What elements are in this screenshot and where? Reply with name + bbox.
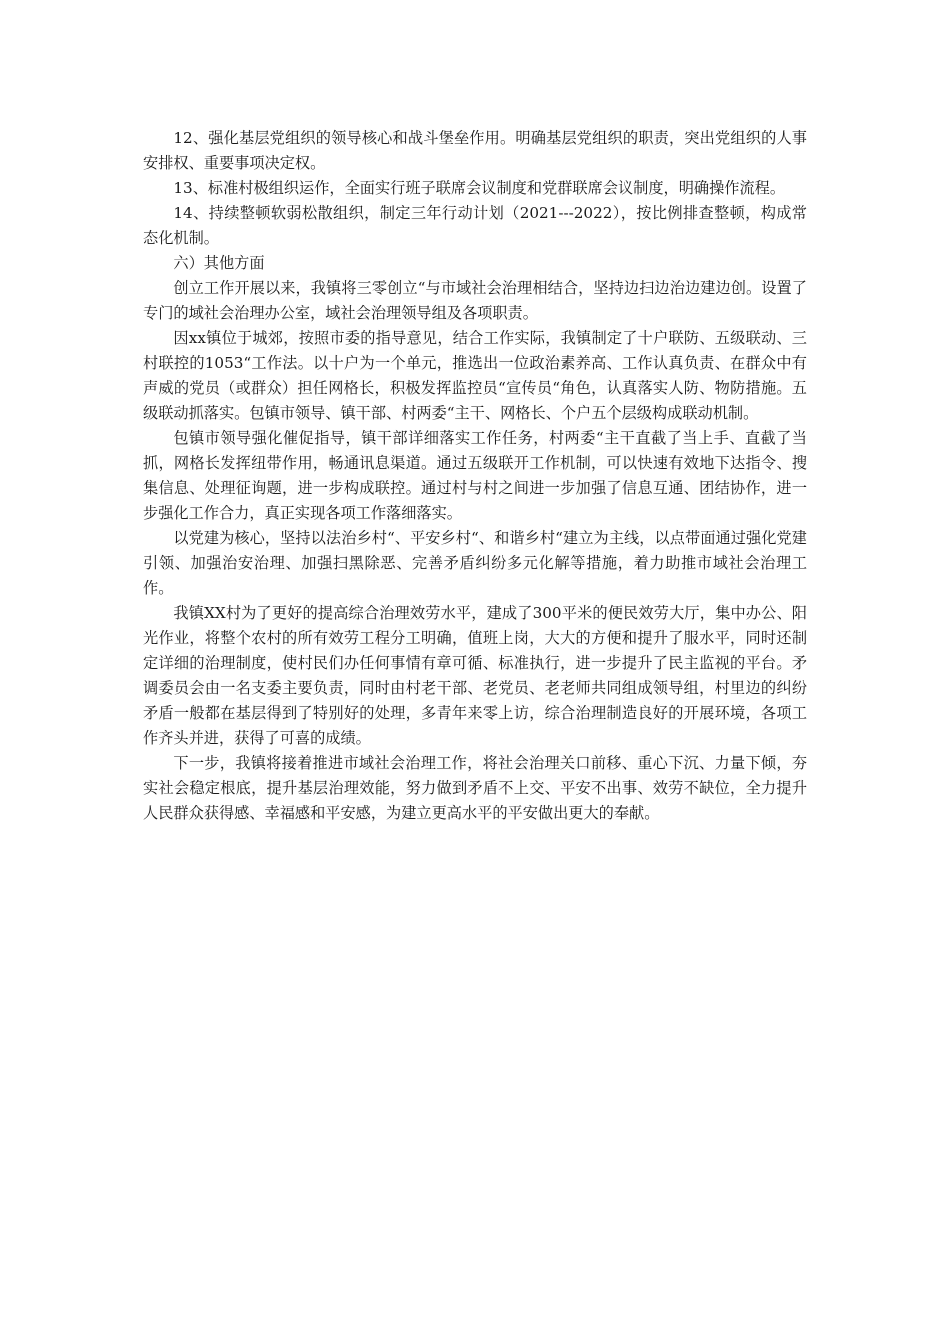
paragraph-1053-method: 因xx镇位于城郊，按照市委的指导意见，结合工作实际，我镇制定了十户联防、五级联动、三村联控的1053“工作法。以十户为一个单元，推选出一位政治素养高、工作认真负责、在群众中有声威的党员（或群众）担任网格长，积极发挥监控员“宣传员“角色，认真落实人防、物防措施。五级联动抓落实。包镇市领导、镇干部、村两委“主干、网格长、个户五个层级构成联动机制。 <box>143 329 807 422</box>
paragraph-item-13: 13、标准村极组织运作，全面实行班子联席会议制度和党群联席会议制度，明确操作流程。 <box>173 179 786 197</box>
paragraph-creation: 创立工作开展以来，我镇将三零创立“与市域社会治理相结合，坚持边扫边治边建边创。设置了专门的域社会治理办公室，域社会治理领导组及各项职责。 <box>143 279 807 322</box>
paragraph-party-building: 以党建为核心，坚持以法治乡村“、平安乡村“、和谐乡村“建立为主线，以点带面通过强化党建引领、加强治安治理、加强扫黑除恶、完善矛盾纠纷多元化解等措施，着力助推市域社会治理工作。 <box>143 529 807 597</box>
document-body <box>143 126 807 826</box>
paragraph-item-12: 12、强化基层党组织的领导核心和战斗堡垒作用。明确基层党组织的职责，突出党组织的人事安排权、重要事项决定权。 <box>143 129 807 172</box>
paragraph-supervision: 包镇市领导强化催促指导，镇干部详细落实工作任务，村两委“主干直截了当上手、直截了当抓，网格长发挥纽带作用，畅通讯息渠道。通过五级联开工作机制，可以快速有效地下达指令、搜集信息、处理征询题，进一步构成联控。通过村与村之间进一步加强了信息互通、团结协作，进一步强化工作合力，真正实现各项工作落细落实。 <box>143 429 807 522</box>
section-heading-other: 六）其他方面 <box>173 254 265 272</box>
paragraph-next-step: 下一步，我镇将接着推进市域社会治理工作，将社会治理关口前移、重心下沉、力量下倾，夯实社会稳定根底，提升基层治理效能，努力做到矛盾不上交、平安不出事、效劳不缺位，全力提升人民群众获得感、幸福感和平安感，为建立更高水平的平安做出更大的奉献。 <box>143 754 807 822</box>
paragraph-item-14: 14、持续整顿软弱松散组织，制定三年行动计划（2021---2022），按比例排查整顿，构成常态化机制。 <box>143 204 807 247</box>
paragraph-service-hall: 我镇XX村为了更好的提高综合治理效劳水平，建成了300平米的便民效劳大厅，集中办公、阳光作业，将整个农村的所有效劳工程分工明确，值班上岗，大大的方便和提升了服水平，同时还制定详细的治理制度，使村民们办任何事情有章可循、标准执行，进一步提升了民主监视的平台。矛调委员会由一名支委主要负责，同时由村老干部、老党员、老老师共同组成领导组，村里边的纠纷矛盾一般都在基层得到了特别好的处理，多青年来零上访，综合治理制造良好的开展环境，各项工作齐头并进，获得了可喜的成绩。 <box>143 604 807 747</box>
